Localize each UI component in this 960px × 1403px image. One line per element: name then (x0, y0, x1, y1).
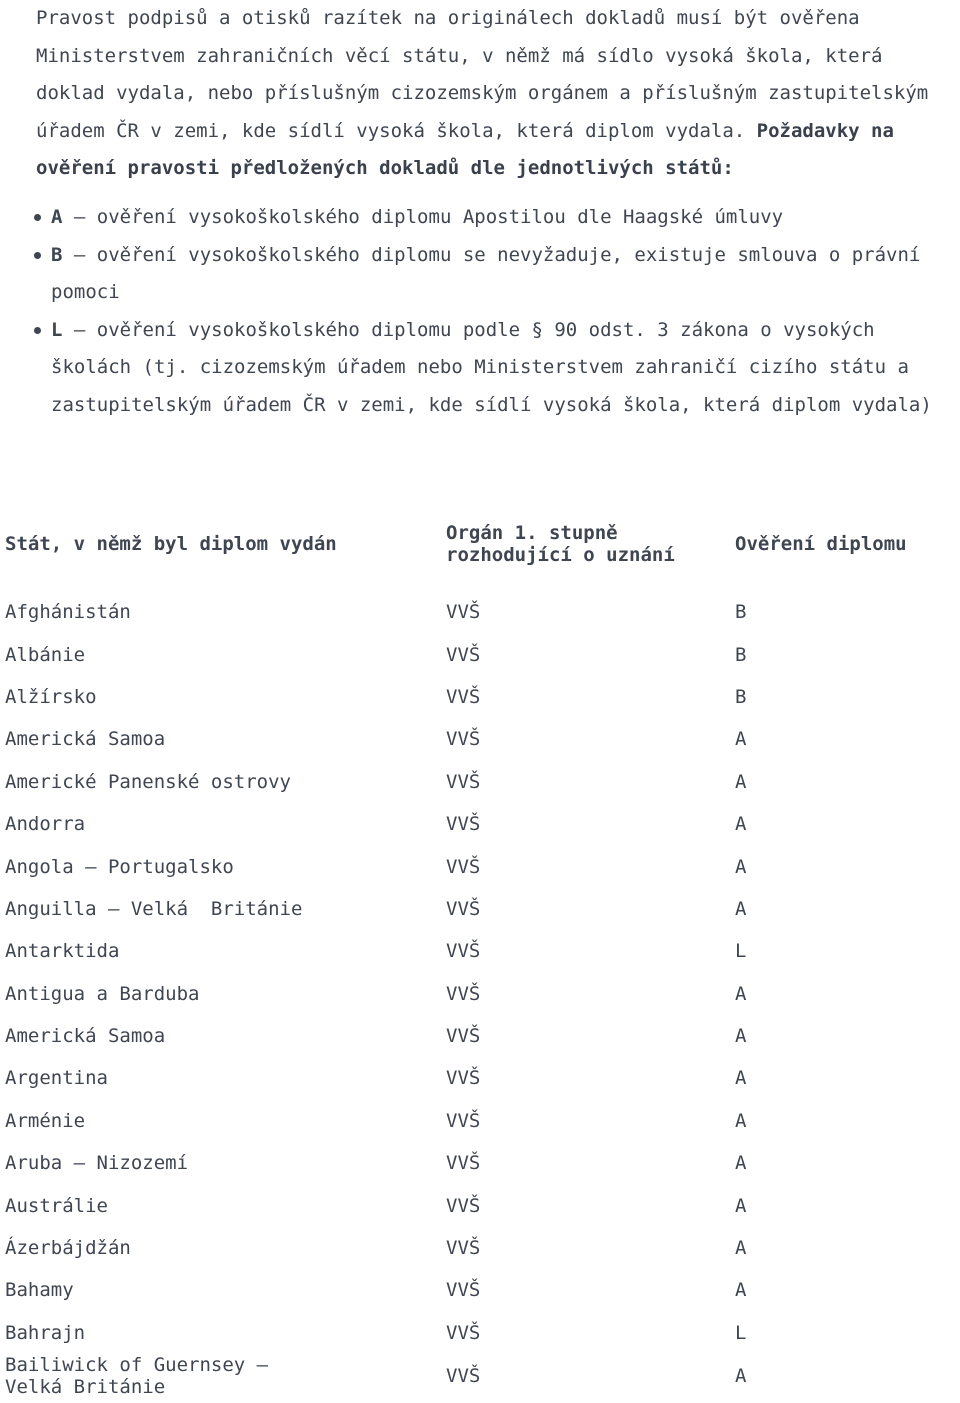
cell-country: Afghánistán (5, 601, 131, 624)
table-row (5, 1354, 955, 1398)
cell-verification: A (735, 982, 747, 1005)
rule-item-b (51, 237, 951, 312)
table-row (5, 591, 955, 633)
cell-country: Alžírsko (5, 685, 97, 708)
cell-country: Bahrajn (5, 1321, 86, 1344)
cell-verification: A (735, 1365, 747, 1388)
header-verification: Ověření diplomu (735, 533, 907, 555)
cell-verification: B (735, 685, 747, 708)
table-row (5, 676, 955, 718)
cell-authority: VVŠ (446, 1067, 481, 1090)
rule-item-l (51, 312, 951, 425)
cell-authority: VVŠ (446, 643, 481, 666)
cell-authority: VVŠ (446, 1279, 481, 1302)
cell-country: Argentina (5, 1067, 108, 1090)
cell-verification: L (735, 1321, 747, 1344)
cell-verification: A (735, 770, 747, 793)
table-row (5, 1142, 955, 1184)
cell-verification: A (735, 855, 747, 878)
cell-authority: VVŠ (446, 1025, 481, 1048)
intro-paragraph (36, 0, 960, 188)
cell-country: Antarktida (5, 940, 120, 963)
header-authority: Orgán 1. stupně rozhodující o uznání (446, 522, 675, 566)
cell-authority: VVŠ (446, 1321, 481, 1344)
cell-verification: A (735, 1067, 747, 1090)
cell-authority: VVŠ (446, 601, 481, 624)
rule-code: A (51, 206, 63, 228)
cell-authority: VVŠ (446, 770, 481, 793)
cell-authority: VVŠ (446, 1152, 481, 1175)
cell-verification: A (735, 1152, 747, 1175)
verification-rules-list (51, 199, 951, 424)
cell-authority: VVŠ (446, 982, 481, 1005)
cell-country: Anguilla – Velká Británie (5, 897, 303, 920)
intro-text: Pravost podpisů a otisků razítek na originálech dokladů musí být ověřena Ministerstvem zahraničních věcí státu, v němž má sídlo vysoká škola, která doklad vydala, nebo příslušným cizozemským orgánem a příslušným zastupitelským úřadem ČR v zemi, kde sídlí vysoká škola, která diplom vydala. (36, 7, 929, 142)
cell-authority: VVŠ (446, 1194, 481, 1217)
cell-verification: A (735, 728, 747, 751)
rule-code: B (51, 243, 63, 266)
rule-text: – ověření vysokoškolského diplomu Apostilou dle Haagské úmluvy (62, 206, 784, 228)
table-row (5, 1057, 955, 1099)
table-row (5, 973, 955, 1015)
table-row (5, 718, 955, 760)
cell-verification: A (735, 1237, 747, 1260)
cell-country: Andorra (5, 813, 86, 836)
countries-table (5, 517, 955, 1398)
cell-country: Aruba – Nizozemí (5, 1152, 189, 1175)
cell-authority: VVŠ (446, 1365, 481, 1388)
cell-verification: A (735, 813, 747, 836)
cell-country: Americká Samoa (5, 1025, 166, 1048)
cell-authority: VVŠ (446, 940, 481, 963)
cell-country: Bailiwick of Guernsey – Velká Británie (5, 1354, 269, 1399)
table-row (5, 1269, 955, 1311)
table-row (5, 1312, 955, 1354)
table-row (5, 1100, 955, 1142)
cell-verification: A (735, 1279, 747, 1302)
cell-verification: A (735, 897, 747, 920)
table-row (5, 803, 955, 845)
cell-country: Arménie (5, 1109, 86, 1132)
cell-country: Austrálie (5, 1194, 108, 1217)
cell-authority: VVŠ (446, 855, 481, 878)
table-row (5, 1227, 955, 1269)
cell-country: Americké Panenské ostrovy (5, 770, 291, 793)
cell-verification: B (735, 643, 747, 666)
cell-country: Albánie (5, 643, 86, 666)
table-header-row (5, 517, 955, 571)
intro-requirements-heading: Požadavky na ověření pravosti předložených dokladů dle jednotlivých států: (36, 119, 894, 179)
cell-verification: L (735, 940, 747, 963)
cell-authority: VVŠ (446, 813, 481, 836)
table-row (5, 1184, 955, 1226)
cell-authority: VVŠ (446, 1109, 481, 1132)
table-row (5, 633, 955, 675)
cell-authority: VVŠ (446, 728, 481, 751)
cell-authority: VVŠ (446, 1237, 481, 1260)
cell-verification: A (735, 1194, 747, 1217)
cell-verification: A (735, 1109, 747, 1132)
rule-text: – ověření vysokoškolského diplomu podle § 90 odst. 3 zákona o vysokých školách (tj. cizozemským úřadem nebo Ministerstvem zahraničí cizího státu a zastupitelským úřadem ČR v zemi, kde sídlí vysoká škola, která diplom vydala) (51, 318, 932, 416)
table-row (5, 1015, 955, 1057)
table-row (5, 930, 955, 972)
cell-country: Ázerbájdžán (5, 1237, 131, 1260)
cell-country: Americká Samoa (5, 728, 166, 751)
cell-country: Antigua a Barduba (5, 982, 200, 1005)
cell-country: Angola – Portugalsko (5, 855, 234, 878)
cell-country: Bahamy (5, 1279, 74, 1302)
rule-code: L (51, 318, 63, 341)
cell-verification: B (735, 601, 747, 624)
rule-item-a (51, 199, 951, 237)
rule-text: – ověření vysokoškolského diplomu se nevyžaduje, existuje smlouva o právní pomoci (51, 243, 921, 303)
header-country: Stát, v němž byl diplom vydán (5, 533, 337, 555)
cell-authority: VVŠ (446, 685, 481, 708)
table-row (5, 845, 955, 887)
cell-verification: A (735, 1025, 747, 1048)
table-row (5, 888, 955, 930)
cell-authority: VVŠ (446, 897, 481, 920)
table-row (5, 761, 955, 803)
